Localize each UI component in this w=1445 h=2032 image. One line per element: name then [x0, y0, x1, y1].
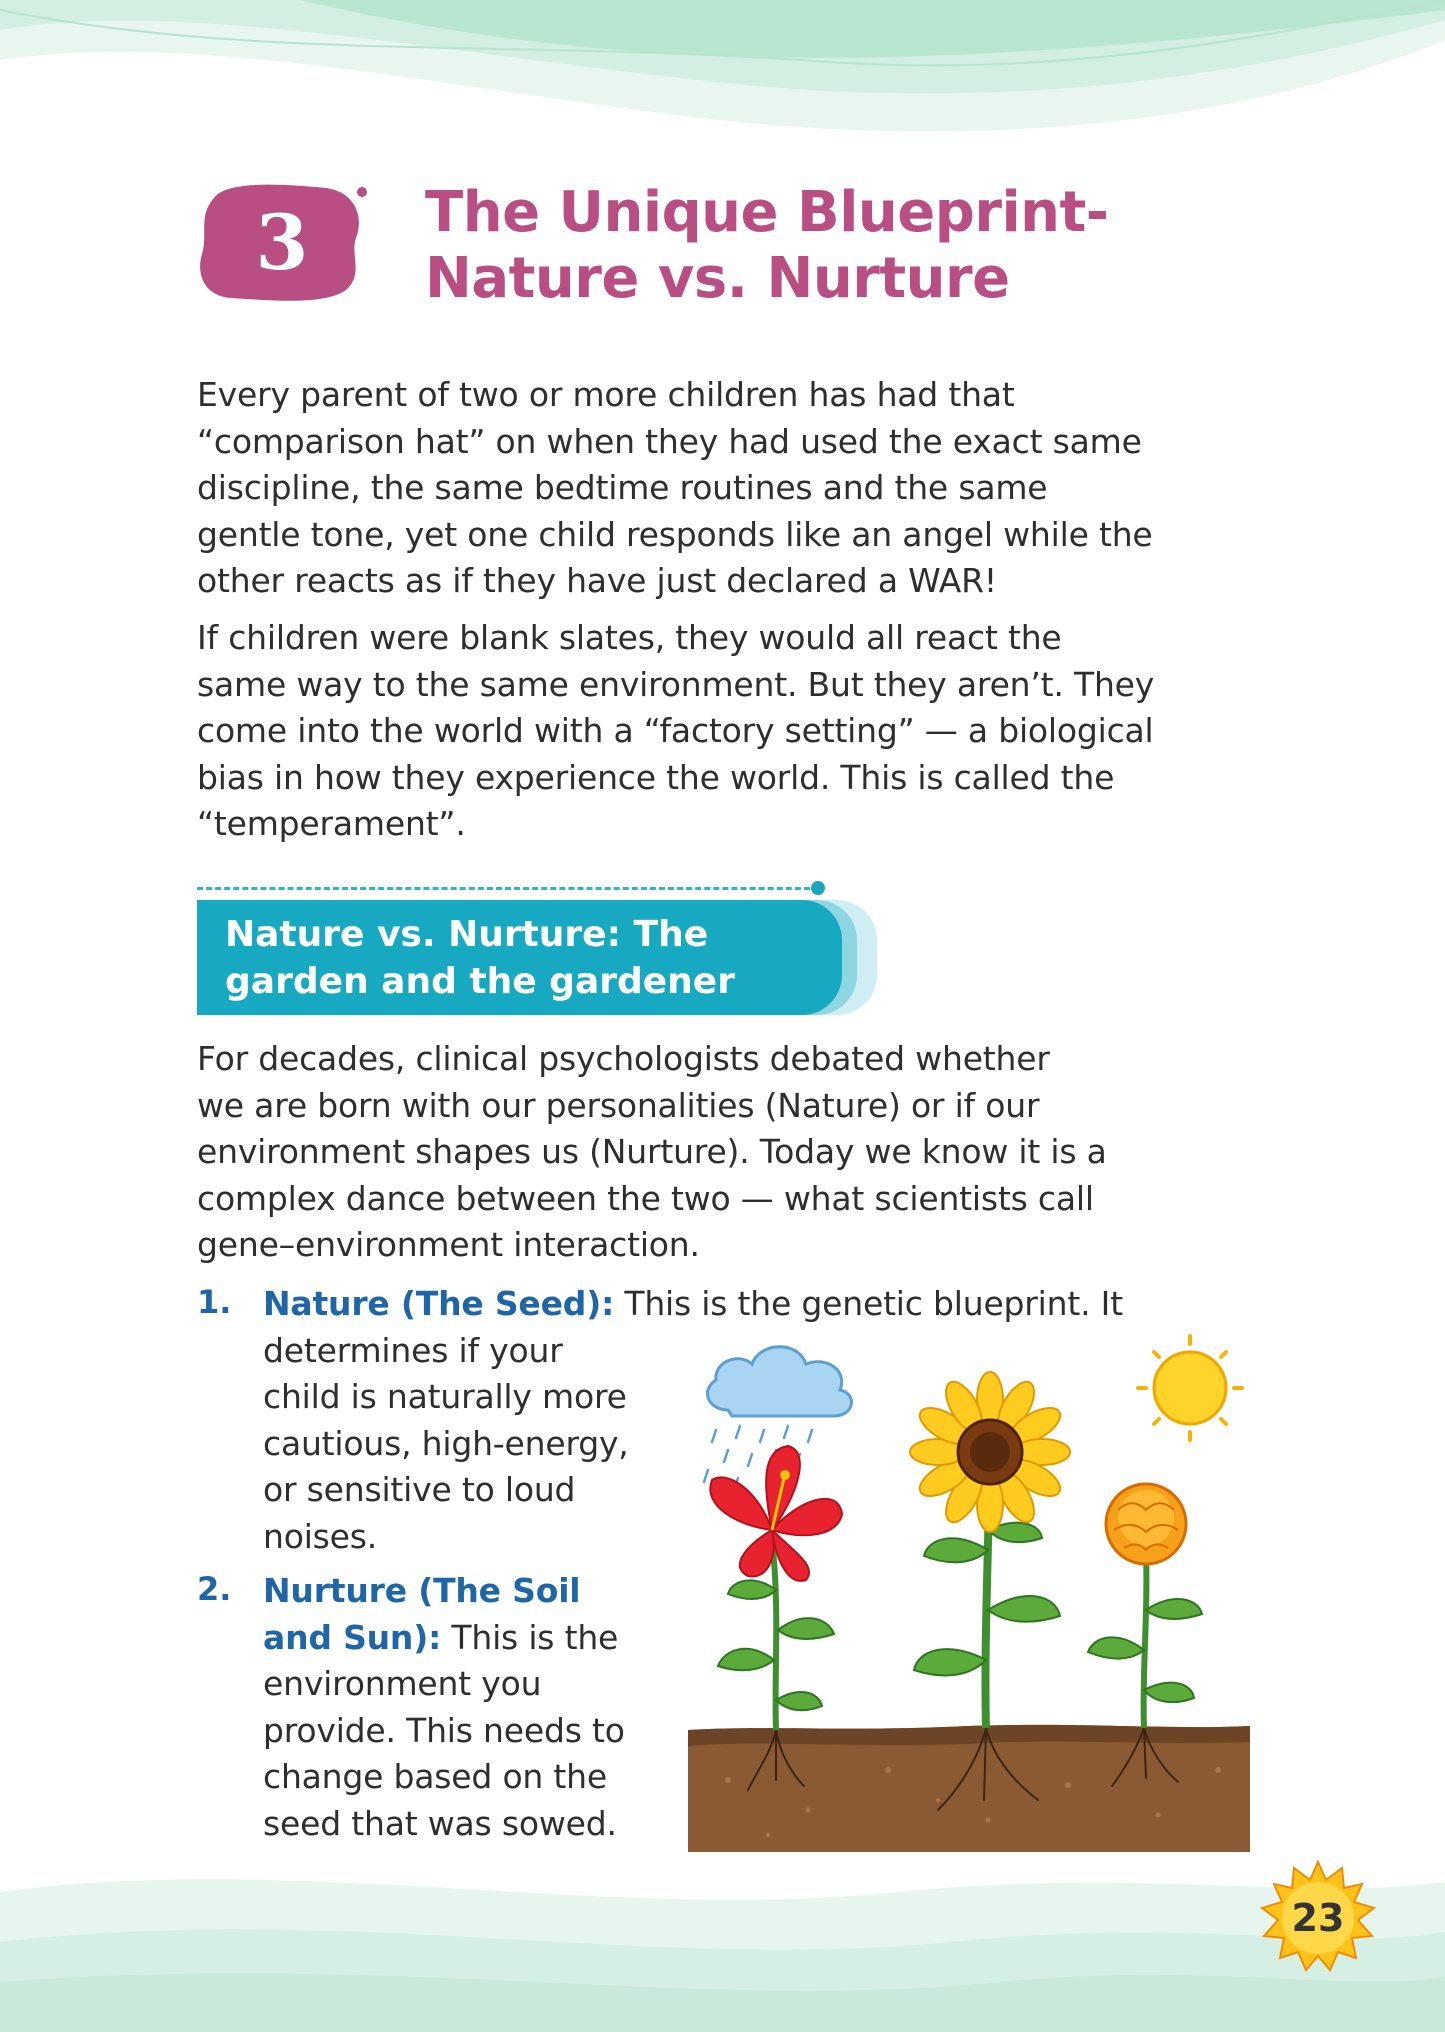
text-line: child is naturally more	[263, 1377, 627, 1416]
marigold-flower-icon	[1088, 1484, 1202, 1728]
section-title	[225, 911, 845, 1005]
sunflower-icon	[910, 1372, 1070, 1728]
text-line: complex dance between the two — what scientists call	[197, 1178, 1094, 1218]
bottom-wave-decoration	[0, 1832, 1445, 2032]
chapter-title-line: Nature vs. Nurture	[425, 246, 1010, 311]
hibiscus-flower-icon	[710, 1446, 842, 1730]
text-line: Every parent of two or more children has had that	[197, 375, 1015, 414]
text-line	[263, 1281, 1263, 1328]
dashed-divider	[197, 887, 819, 890]
page-number: 23	[1291, 1896, 1345, 1940]
garden-illustration	[688, 1330, 1250, 1852]
text-line: provide. This needs to	[263, 1710, 625, 1750]
list-item	[263, 1568, 713, 1847]
text-line: other reacts as if they have just declared a WAR!	[197, 561, 997, 600]
list-item-heading: Nature (The Seed):	[263, 1284, 615, 1323]
section-paragraph	[197, 1036, 1277, 1269]
sun-icon	[1138, 1336, 1242, 1440]
text-line: determines if your	[263, 1330, 563, 1370]
text-line: gene–environment interaction.	[197, 1225, 700, 1264]
list-item-heading: and Sun):	[263, 1617, 442, 1657]
text-line: seed that was sowed.	[263, 1803, 617, 1843]
text-line: discipline, the same bedtime routines and the same	[197, 468, 1048, 507]
chapter-number: 3	[255, 197, 309, 287]
text-line: If children were blank slates, they would all react the	[197, 618, 1062, 657]
text-line: noises.	[263, 1516, 378, 1556]
text-line: bias in how they experience the world. This is called the	[197, 757, 1115, 797]
divider-dot	[811, 881, 825, 895]
list-number: 1.	[197, 1283, 232, 1321]
text-line: cautious, high-energy,	[263, 1423, 629, 1463]
text-line: For decades, clinical psychologists debated whether	[197, 1039, 1050, 1078]
text-line: same way to the same environment. But they aren’t. They	[197, 664, 1155, 704]
text-fragment: This is the	[441, 1617, 619, 1657]
text-line: or sensitive to loud	[263, 1470, 576, 1509]
section-title-line: Nature vs. Nurture: The	[225, 914, 709, 955]
text-line: come into the world with a “factory setting” — a biological	[197, 711, 1154, 750]
list-number: 2.	[197, 1570, 232, 1608]
text-line: “comparison hat” on when they had used the exact same	[197, 421, 1142, 461]
soil-ground	[688, 1725, 1250, 1852]
intro-paragraph	[197, 372, 1277, 605]
chapter-title-line: The Unique Blueprint-	[425, 180, 1109, 245]
text-line: environment you	[263, 1664, 542, 1703]
text-line: gentle tone, yet one child responds like an angel while the	[197, 514, 1153, 554]
chapter-title	[425, 180, 1325, 312]
intro-paragraph	[197, 615, 1277, 848]
list-item-heading: Nurture (The Soil	[263, 1571, 581, 1610]
top-wave-decoration	[0, 0, 1445, 160]
text-line: “temperament”.	[197, 804, 466, 843]
text-fragment: This is the genetic blueprint. It	[614, 1284, 1123, 1323]
section-title-line: garden and the gardener	[225, 961, 735, 1002]
text-line: we are born with our personalities (Nature) or if our	[197, 1085, 1040, 1125]
text-line	[263, 1615, 713, 1662]
text-line: change based on the	[263, 1757, 607, 1796]
text-line: environment shapes us (Nurture). Today we know it is a	[197, 1132, 1107, 1171]
